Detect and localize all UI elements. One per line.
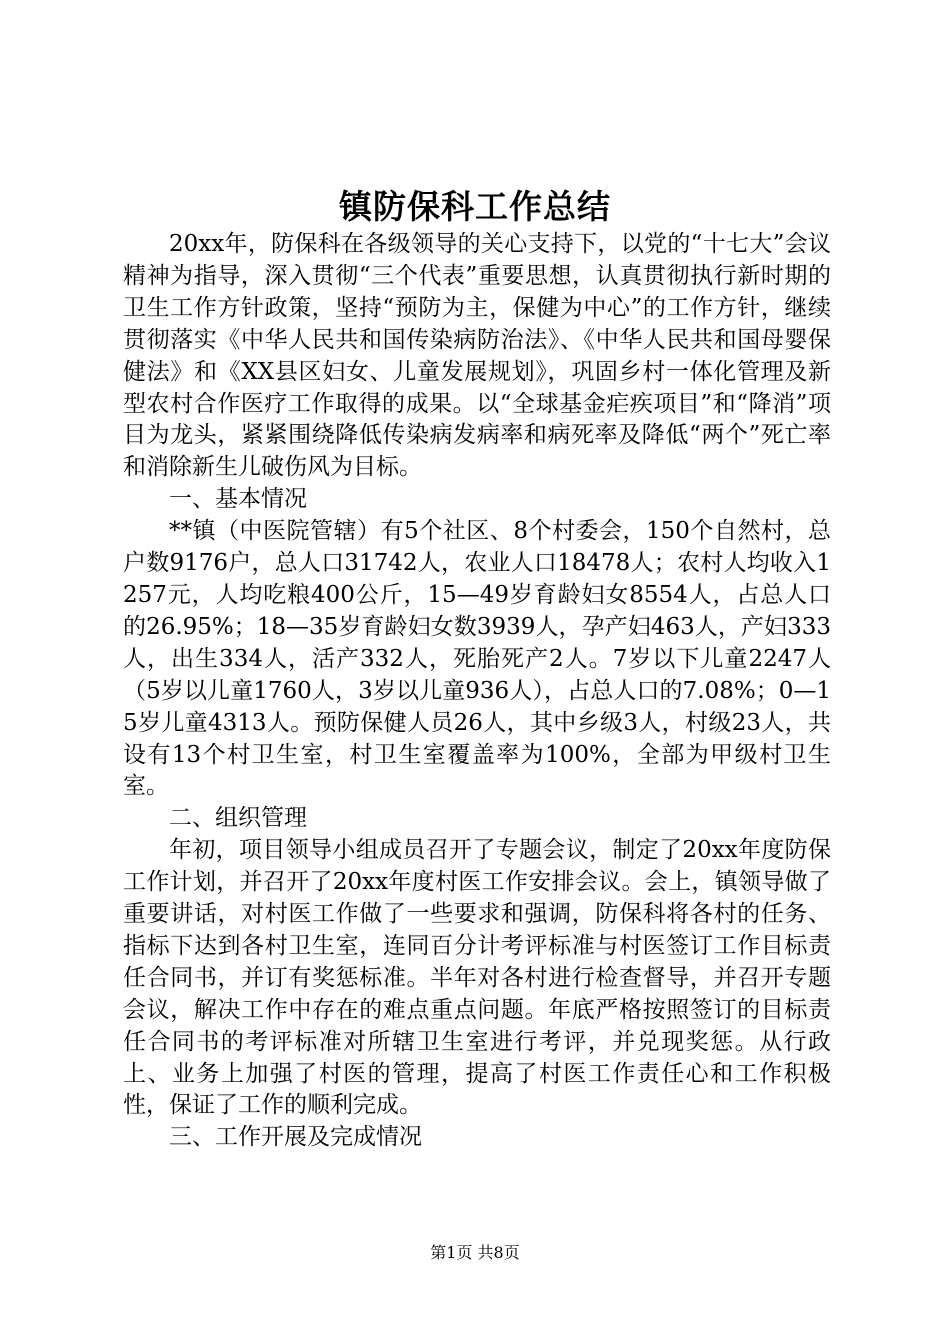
section-heading-work-progress: 三、工作开展及完成情况 [169,1124,422,1151]
organization-paragraph: 年初，项目领导小组成员召开了专题会议，制定了20xx年度防保工作计划，并召开了20xx年度村医工作安排会议。会上，镇领导做了重要讲话，对村医工作做了一些要求和强调，防保科将各村的任务、指标下达到各村卫生室，连同百分计考评标准与村医签订工作目标责任合同书，并订有奖惩标准。半年对各村进行检查督导，并召开专题会议，解决工作中存在的难点重点问题。年底严格按照签订的目标责任合同书的考评标准对所辖卫生室进行考评，并兑现奖惩。从行政上、业务上加强了村医的管理，提高了村医工作责任心和工作积极性，保证了工作的顺利完成。 [123,837,831,1119]
document-body [123,229,831,1154]
section-heading-basic-situation: 一、基本情况 [169,486,307,513]
page-footer: 第1页 共8页 [430,1243,520,1262]
document-title: 镇防保科工作总结 [339,187,611,226]
intro-paragraph: 20xx年，防保科在各级领导的关心支持下，以党的“十七大”会议精神为指导，深入贯彻“三个代表”重要思想，认真贯彻执行新时期的卫生工作方针政策，坚持“预防为主，保健为中心”的工作方针，继续贯彻落实《中华人民共和国传染病防治法》、《中华人民共和国母婴保健法》和《XX县区妇女、儿童发展规划》，巩固乡村一体化管理及新型农村合作医疗工作取得的成果。以“全球基金疟疾项目”和“降消”项目为龙头，紧紧围绕降低传染病发病率和病死率及降低“两个”死亡率和消除新生儿破伤风为目标。 [123,231,831,481]
basic-situation-paragraph: **镇（中医院管辖）有5个社区、8个村委会，150个自然村，总户数9176户，总人口31742人，农业人口18478人；农村人均收入1257元，人均吃粮400公斤，15—49岁育龄妇女8554人，占总人口的26.95%；18—35岁育龄妇女数3939人，孕产妇463人，产妇333人，出生334人，活产332人，死胎死产2人。7岁以下儿童2247人（5岁以儿童1760人，3岁以儿童936人），占总人口的7.08%；0—15岁儿童4313人。预防保健人员26人，其中乡级3人，村级23人，共设有13个村卫生室，村卫生室覆盖率为100%，全部为甲级村卫生室。 [123,518,831,800]
section-heading-organization: 二、组织管理 [169,805,307,832]
